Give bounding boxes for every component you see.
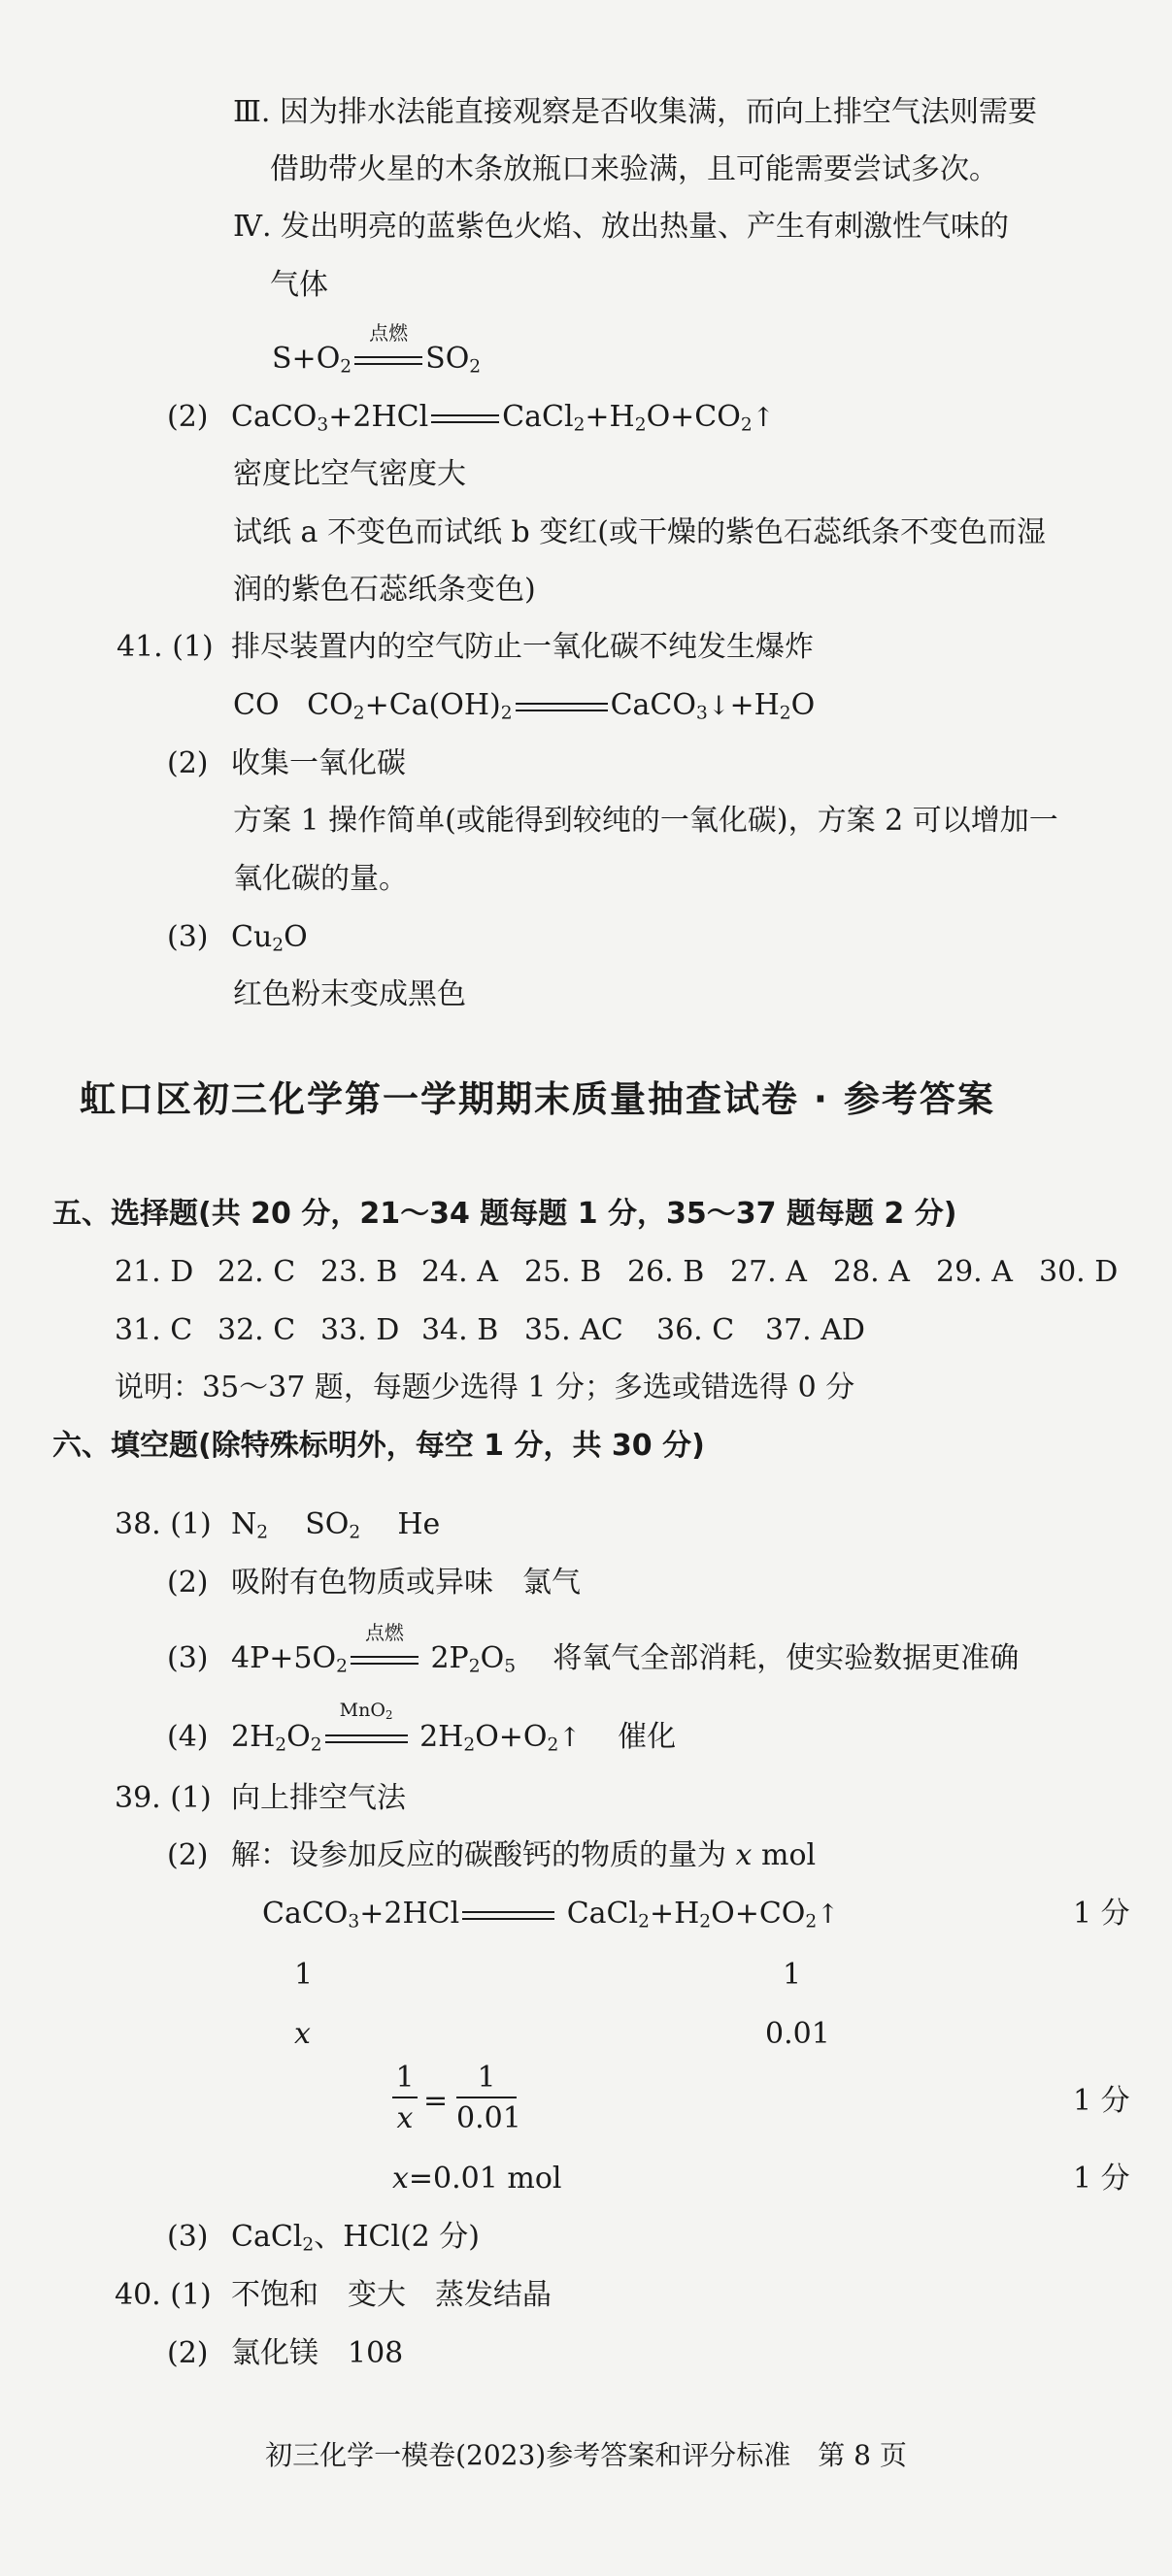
- choice-answers-row-2: [0, 1313, 1172, 1347]
- choice-answer: 21. D: [115, 1255, 194, 1289]
- q41-equation: CO $CO_2+Ca(OH)_2$ $CaCO_3↓+H_2O$: [233, 688, 816, 724]
- condition-label: 点燃: [364, 1621, 404, 1644]
- q39-1-answer: 向上排空气法: [231, 1781, 406, 1815]
- score-label: 1 分: [1073, 1897, 1130, 1931]
- q38-3-equation: $4P+5O_2$ 点燃 $2P_2O_5$ 将氧气全部消耗，使实验数据更准确: [231, 1621, 1020, 1677]
- co-answer: CO: [233, 688, 280, 722]
- catalyst-label: MnO$_2$: [339, 1700, 393, 1722]
- ratio-caco3: 1: [294, 1958, 314, 1992]
- part-label: (2): [167, 1566, 209, 1600]
- part-label: (3): [167, 1641, 209, 1675]
- density-answer: 密度比空气密度大: [233, 457, 466, 491]
- question-41-label: 41. (1): [117, 630, 214, 664]
- ratio-co2: 1: [783, 1958, 802, 1992]
- question-40-label: 40. (1): [115, 2278, 212, 2312]
- choice-answer: 23. B: [320, 1255, 398, 1289]
- choice-answer: 24. A: [421, 1255, 498, 1289]
- part-label: (3): [167, 2220, 209, 2254]
- q40-1-answer: 不饱和 变大 蒸发结晶: [231, 2278, 552, 2312]
- choice-answer: 26. B: [627, 1255, 705, 1289]
- q38-2-answer: 吸附有色物质或异味 氯气: [231, 1566, 581, 1600]
- choice-answer: 29. A: [936, 1255, 1013, 1289]
- choice-answer: 34. B: [421, 1313, 499, 1347]
- q38-1-answer: $N_2$ $SO_2$ He: [231, 1507, 441, 1543]
- q41-2-detail: 方案 1 操作简单(或能得到较纯的一氧化碳)，方案 2 可以增加一: [233, 804, 1058, 838]
- unknown-x: x: [294, 2017, 311, 2051]
- choice-answer: 33. D: [320, 1313, 400, 1347]
- equals-sign: =: [423, 2084, 449, 2118]
- choice-answer: 25. B: [524, 1255, 602, 1289]
- part-label: (2): [167, 746, 209, 780]
- answer-item-3-cont: 借助带火星的木条放瓶口来验满，且可能需要尝试多次。: [270, 152, 998, 186]
- choice-answer: 35. AC: [524, 1313, 623, 1347]
- q38-4-equation: $2H_2O_2$ MnO$_2$ $2H_2O+O_2↑$ 催化: [231, 1700, 677, 1756]
- answer-item-4-cont: 气体: [270, 268, 328, 302]
- q41-1-answer: 排尽装置内的空气防止一氧化碳不纯发生爆炸: [231, 630, 814, 664]
- q39-equation: CaCO$_3$+2HCl $CaCl_2+H_2O+CO_2↑$: [262, 1897, 839, 1932]
- choice-answer: 22. C: [218, 1255, 296, 1289]
- q41-3-detail: 红色粉末变成黑色: [233, 977, 466, 1011]
- score-label: 1 分: [1073, 2162, 1130, 2196]
- fraction-one-over-x: $\frac{1}{x}$: [392, 2064, 418, 2133]
- variable-x: x: [735, 1838, 753, 1872]
- q40-2-answer: 氯化镁 108: [231, 2336, 404, 2370]
- choice-answer: 27. A: [730, 1255, 807, 1289]
- answer-item-3: Ⅲ. 因为排水法能直接观察是否收集满，而向上排空气法则需要: [233, 95, 1038, 129]
- choice-answer: 30. D: [1039, 1255, 1119, 1289]
- choice-answer: 32. C: [218, 1313, 296, 1347]
- question-38-label: 38. (1): [115, 1507, 212, 1541]
- score-label: 1 分: [1073, 2084, 1130, 2118]
- question-39-label: 39. (1): [115, 1781, 212, 1815]
- page-footer: 初三化学一模卷(2023)参考答案和评分标准 第 8 页: [265, 2439, 907, 2471]
- answer-item-4: Ⅳ. 发出明亮的蓝紫色火焰、放出热量、产生有刺激性气味的: [233, 210, 1010, 244]
- q41-2-answer: 收集一氧化碳: [231, 746, 406, 780]
- part-label: (2): [167, 1838, 209, 1872]
- test-paper-answer-cont: 润的紫色石蕊纸条变色): [233, 573, 536, 607]
- part-label: (4): [167, 1720, 209, 1754]
- q39-2-setup: 解：设参加反应的碳酸钙的物质的量为 x mol: [231, 1838, 817, 1872]
- test-paper-answer: 试纸 a 不变色而试纸 b 变红(或干燥的紫色石蕊纸条不变色而湿: [233, 515, 1046, 549]
- choice-answer: 37. AD: [765, 1313, 865, 1347]
- equation-caco3-hcl: CaCO$_3$+2HCl $CaCl_2+H_2O+CO_2↑$: [231, 400, 775, 436]
- condition-label: 点燃: [369, 321, 409, 345]
- co2-amount: 0.01: [765, 2017, 830, 2051]
- part-label: (3): [167, 920, 209, 954]
- choice-answers-row-1: [0, 1255, 1172, 1289]
- scoring-note: 说明：35～37 题，每题少选得 1 分；多选或错选得 0 分: [115, 1371, 855, 1404]
- choice-answer: 28. A: [833, 1255, 910, 1289]
- x-solution: x=0.01 mol: [392, 2162, 562, 2196]
- section-5-heading: 五、选择题(共 20 分，21～34 题每题 1 分，35～37 题每题 2 分): [52, 1197, 957, 1231]
- q41-3-answer: $Cu_2O$: [231, 920, 308, 956]
- fraction-one-over-001: $\frac{1}{0.01}$: [456, 2061, 521, 2135]
- equation-s-o2: $S+O_2$ 点燃 $SO_2$: [272, 321, 482, 378]
- q38-3-note: 将氧气全部消耗，使实验数据更准确: [553, 1641, 1020, 1675]
- part-label: (2): [167, 2336, 209, 2370]
- q41-2-detail-cont: 氧化碳的量。: [233, 862, 408, 896]
- q38-4-note: 催化: [618, 1720, 677, 1754]
- choice-answer: 36. C: [656, 1313, 735, 1347]
- choice-answer: 31. C: [115, 1313, 193, 1347]
- section-6-heading: 六、填空题(除特殊标明外，每空 1 分，共 30 分): [52, 1429, 705, 1463]
- q39-3-answer: CaCl$_2$、HCl(2 分): [231, 2220, 480, 2256]
- page-title: 虹口区初三化学第一学期期末质量抽查试卷 · 参考答案: [80, 1078, 995, 1120]
- part-label: (2): [167, 400, 209, 434]
